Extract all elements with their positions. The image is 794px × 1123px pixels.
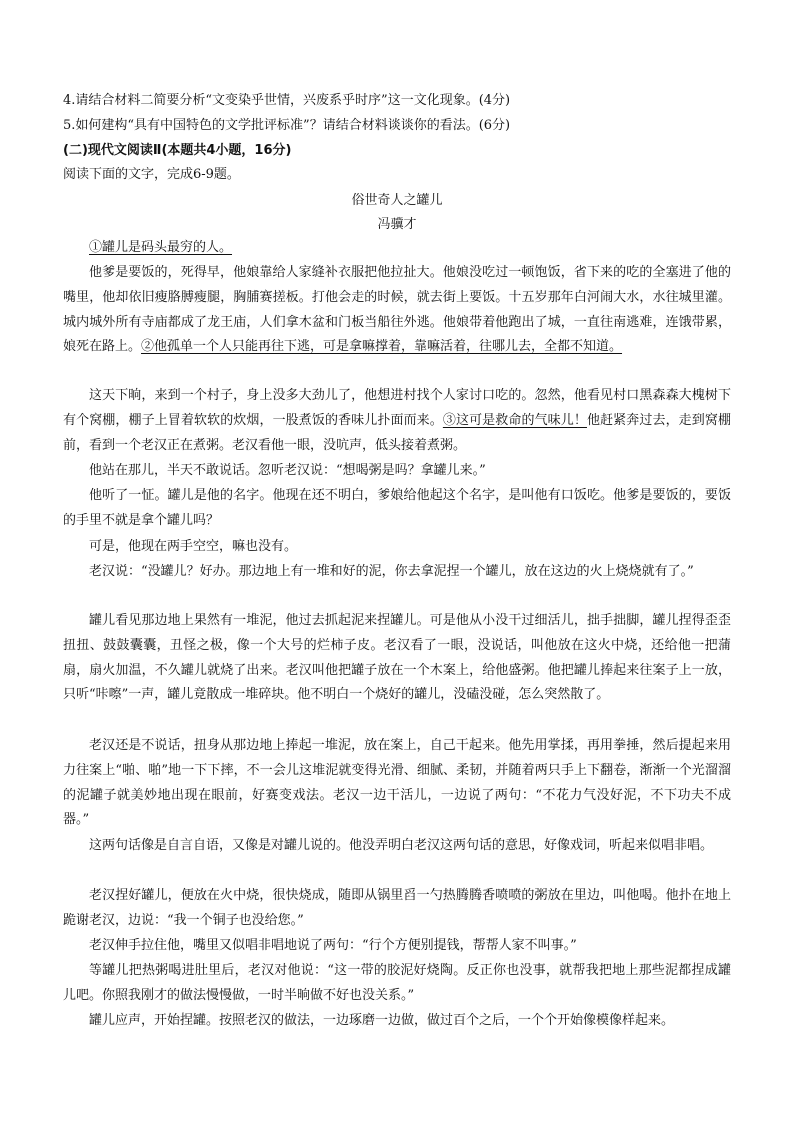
underlined-sentence-3: ③这可是救命的气味儿！ [442, 412, 587, 428]
underlined-sentence-1: ①罐儿是码头最穷的人。 [89, 240, 233, 255]
paragraph-2-text: 他爹是要饭的，死得早，他娘靠给人家缝补衣服把他拉扯大。他娘没吃过一顿饱饭，省下来的吃的全塞进了他的嘴里，他却依旧瘦胳膊瘦腿，胸脯赛搓板。打他会走的时候，就去街上要饭。十五岁那年白河闹大水，水往城里灌。城内城外所有寺庙都成了龙王庙，人们拿木盆和门板当船往外逃。他娘带着他跑出了城，一直往南逃难，连饿带累，娘死在路上。 [63, 265, 731, 355]
paragraph-7: 老汉说：“没罐儿？好办。那边地上有一堆和好的泥，你去拿泥捏一个罐儿，放在这边的火上烧烧就有了。” [89, 564, 694, 579]
underlined-sentence-2: ②他孤单一个人只能再往下逃，可是拿嘛撑着，靠嘛活着，往哪儿去，全都不知道。 [141, 339, 623, 355]
paragraph-3 [63, 384, 731, 458]
paragraph-3-text-b: 他赶紧奔过去，走到窝棚前，看到一个老汉正在煮粥。老汉看他一眼，没吭声，低头接着煮粥。 [63, 412, 731, 453]
paragraph-11: 老汉捏好罐儿，便放在火中烧，很快烧成，随即从锅里舀一勺热腾腾香喷喷的粥放在里边，叫他喝。他扑在地上跪谢老汉，边说：“我一个铜子也没给您。” [63, 888, 731, 928]
question-4: 4.请结合材料二简要分析“文变染乎世情，兴废系乎时序”这一文化现象。(4分) [63, 93, 511, 108]
article-title: 俗世奇人之罐儿 [351, 193, 443, 208]
paragraph-13: 等罐儿把热粥喝进肚里后，老汉对他说：“这一带的胶泥好烧陶。反正你也没事，就帮我把地上那些泥都捏成罐儿吧。你照我刚才的做法慢慢做，一时半晌做不好也没关系。” [63, 963, 731, 1003]
paragraph-3-text-a: 这天下晌，来到一个村子，身上没多大劲儿了，他想进村找个人家讨口吃的。忽然，他看见村口黑森森大槐树下有个窝棚，棚子上冒着软软的炊烟，一股煮饭的香味儿扑面而来。 [63, 388, 731, 428]
paragraph-14: 罐儿应声，开始捏罐。按照老汉的做法，一边琢磨一边做，做过百个之后，一个个开始像模像样起来。 [89, 1013, 675, 1028]
question-5: 5.如何建构“具有中国特色的文学批评标准”？请结合材料谈谈你的看法。(6分) [63, 118, 511, 133]
paragraph-12: 老汉伸手拉住他，嘴里又似唱非唱地说了两句：“行个方便别提钱，帮帮人家不叫事。” [89, 938, 577, 953]
paragraph-1 [63, 236, 731, 261]
paragraph-6: 可是，他现在两手空空，嘛也没有。 [89, 539, 298, 554]
paragraph-9: 老汉还是不说话，扭身从那边地上捧起一堆泥，放在案上，自己干起来。他先用掌揉，再用拳捶，然后提起来用力往案上“啪、啪”地一下下摔，不一会儿这堆泥就变得光滑、细腻、柔韧，并随着两只手上下翻卷，渐渐一个光溜溜的泥罐子就美妙地出现在眼前，好赛变戏法。老汉一边干活儿，一边说了两句：“不花力气没好泥，不下功夫不成器。” [63, 738, 731, 828]
article-author: 冯骥才 [377, 217, 417, 232]
section-instruction: 阅读下面的文字，完成6-9题。 [63, 167, 240, 182]
paragraph-10: 这两句话像是自言自语，又像是对罐儿说的。他没弄明白老汉这两句话的意思，好像戏词，听起来似唱非唱。 [89, 838, 714, 853]
paragraph-2 [63, 261, 731, 360]
paragraph-5: 他听了一怔。罐儿是他的名字。他现在还不明白，爹娘给他起这个名字，是叫他有口饭吃。他爹是要饭的，要饭的手里不就是拿个罐儿吗？ [63, 488, 731, 528]
paragraph-8: 罐儿看见那边地上果然有一堆泥，他过去抓起泥来捏罐儿。可是他从小没干过细活儿，拙手拙脚，罐儿捏得歪歪扭扭、鼓鼓囊囊，丑怪之极，像一个大号的烂柿子皮。老汉看了一眼，没说话，叫他放在这火中烧，还给他一把蒲扇，扇火加温，不久罐儿就烧了出来。老汉叫他把罐子放在一个木案上，给他盛粥。他把罐儿捧起来往案子上一放，只听“咔嚓”一声，罐儿竟散成一堆碎块。他不明白一个烧好的罐儿，没磕没碰，怎么突然散了。 [63, 613, 731, 703]
paragraph-4: 他站在那儿，半天不敢说话。忽听老汉说：“想喝粥是吗？拿罐儿来。” [89, 463, 486, 478]
section-heading: (二)现代文阅读Ⅱ(本题共4小题，16分) [63, 143, 292, 158]
